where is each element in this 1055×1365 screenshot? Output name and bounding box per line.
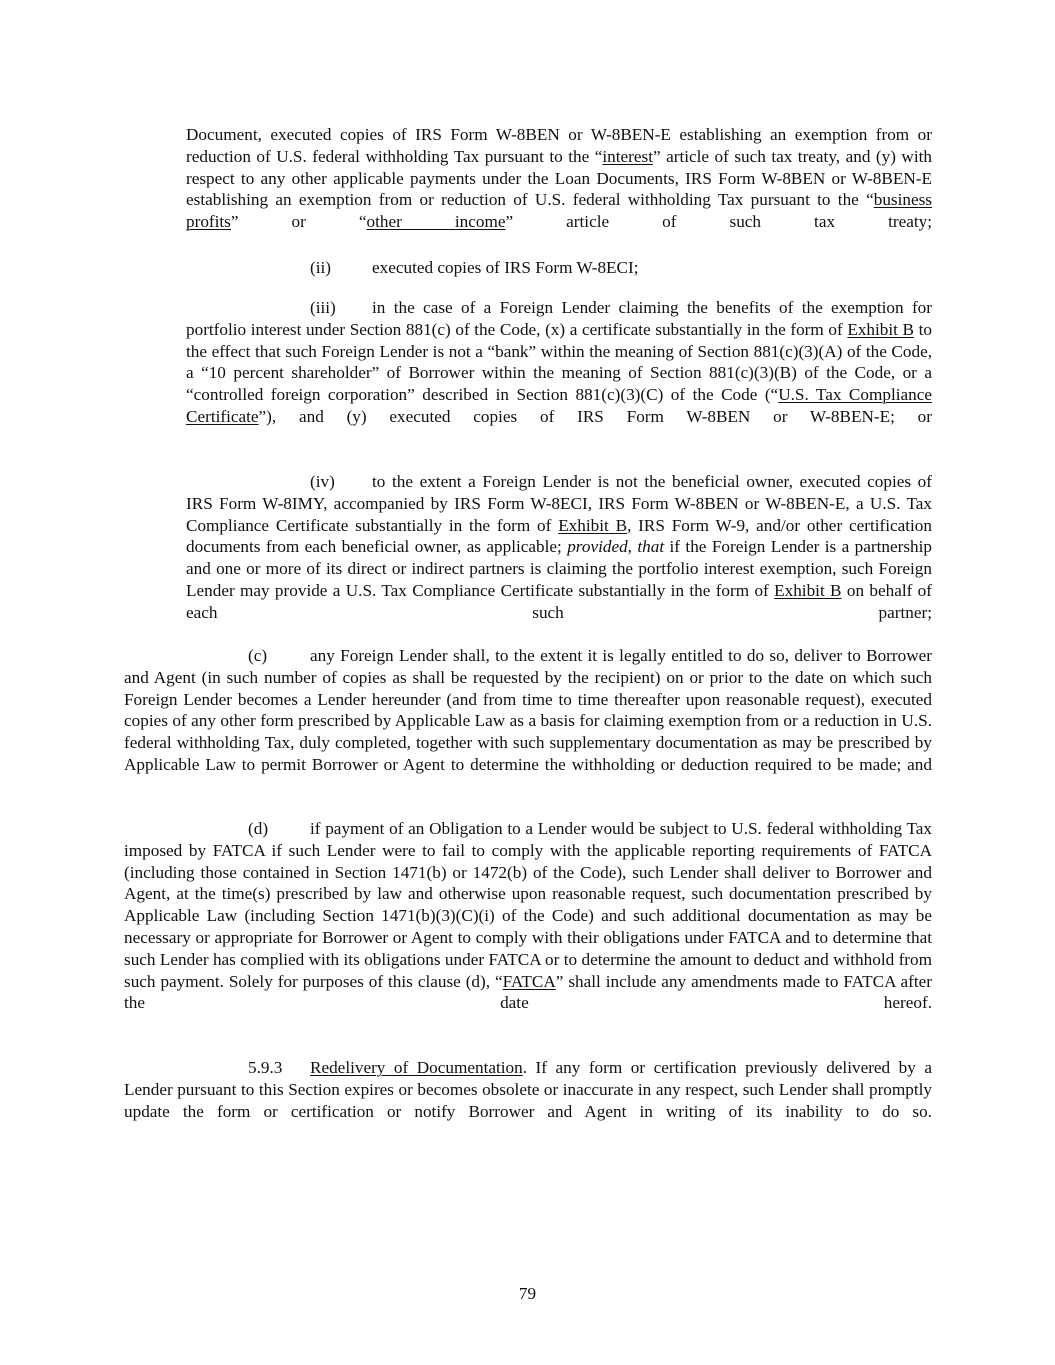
text: if the Foreign Lender is a partnership and one or more of its direct or indirect partners is claiming the portfolio interest exemption, such Foreign Lender may provide a U.S. Tax Compliance Certificate substantially in the form of [186,537,932,600]
clause-number: (d) [248,819,269,838]
paragraph-iii [186,297,932,450]
defined-term-other-income: other income [366,212,506,232]
text: ” or “ [230,212,367,232]
text: , IRS Form W-9, and/or other certification documents from each beneficial owner, as applicable; [186,515,932,557]
paragraph-5-9-3 [124,1057,932,1144]
text: if payment of an Obligation to a Lender would be subject to U.S. federal withholding Tax imposed by FATCA if such Lender were to fail to comply with the applicable reporting requirements of FATCA (including those contained in Section 1471(b) or 1472(b) of the Code), such Lender shall deliver to Borrower and Agent, at the time(s) prescribed by law and otherwise upon reasonable request, such documentation prescribed by Applicable Law (including Section 1471(b)(3)(C)(i) of the Code) and such additional documentation as may be necessary or appropriate for Borrower or Agent to comply with their obligations under FATCA and to determine that such Lender has complied with its obligations under FATCA or to determine the amount to deduct and withhold from such payment. Solely for purposes of this clause (d), “ [124,819,932,991]
link-exhibit-b: Exhibit B [847,319,915,339]
section-number: 5.9.3 [248,1058,283,1077]
clause-number: (iv) [310,472,335,491]
defined-term-tax-compliance-certificate: U.S. Tax Compliance Certificate [186,385,932,426]
text: to the effect that such Foreign Lender is not a “bank” within the meaning of Section 881(c)(3)(A) of the Code, a “10 percent shareholder” of Borrower within the meaning of Section 881(c)(3)(B) of the Code, or a “controlled foreign corporation” described in Section 881(c)(3)(C) of the Code (“ [186,319,932,405]
page-number: 79 [518,1284,537,1303]
text: to the extent a Foreign Lender is not the beneficial owner, executed copies of IRS Form W-8IMY, accompanied by IRS Form W-8ECI, IRS Form W-8BEN or W-8BEN-E, a U.S. Tax Compliance Certificate substantially in the form of [186,472,932,535]
paragraph-ii [186,257,932,301]
paragraph-c [124,645,932,798]
text: . If any form or certification previously delivered by a Lender pursuant to this Section expires or becomes obsolete or inaccurate in any respect, such Lender shall promptly update the form or certification or notify Borrower and Agent in writing of its inability to do so. [124,1058,932,1121]
paragraph-iv [186,471,932,645]
text: ” article of such tax treaty, and (y) with respect to any other applicable payments under the Loan Documents, IRS Form W-8BEN or W-8BEN-E establishing an exemption from or reduction of U.S. federal withholding Tax pursuant to the “ [186,146,932,210]
paragraph-treaty-continuation [186,124,932,255]
text: ” article of such tax treaty; [505,212,932,232]
text: Document, executed copies of IRS Form W-8BEN or W-8BEN-E establishing an exemption from or reduction of U.S. federal withholding Tax pursuant to the “ [186,125,932,166]
text: on behalf of each such partner; [186,580,932,622]
text: ” shall include any amendments made to FATCA after the date hereof. [124,971,932,1013]
defined-term-interest: interest [602,146,653,166]
paragraph-d [124,818,932,1036]
italic-that: that [637,537,665,557]
text: any Foreign Lender shall, to the extent it is legally entitled to do so, deliver to Borrower and Agent (in such number of copies as shall be requested by the recipient) on or prior to the date on which such Foreign Lender becomes a Lender hereunder (and from time to time thereafter upon reasonable request), executed copies of any other form prescribed by Applicable Law as a basis for claiming exemption from or a reduction in U.S. federal withholding Tax, duly completed, together with such supplementary documentation as may be prescribed by Applicable Law to permit Borrower or Agent to determine the withholding or deduction required to be made; and [124,646,932,774]
defined-term-business-profits: business profits [186,190,932,232]
link-exhibit-b: Exhibit B [774,580,842,600]
text: ”), and (y) executed copies of IRS Form W-8BEN or W-8BEN-E; or [258,406,932,426]
text: executed copies of IRS Form W-8ECI; [372,258,639,277]
italic-provided: provided [567,537,628,557]
clause-number: (iii) [310,298,336,317]
section-heading: Redelivery of Documentation [310,1058,523,1077]
link-exhibit-b: Exhibit B [558,515,628,535]
text: , [627,537,638,557]
text: in the case of a Foreign Lender claiming the benefits of the exemption for portfolio interest under Section 881(c) of the Code, (x) a certificate substantially in the form of [186,298,932,339]
clause-number: (ii) [310,258,331,277]
defined-term-fatca: FATCA [502,971,556,991]
clause-number: (c) [248,646,268,665]
